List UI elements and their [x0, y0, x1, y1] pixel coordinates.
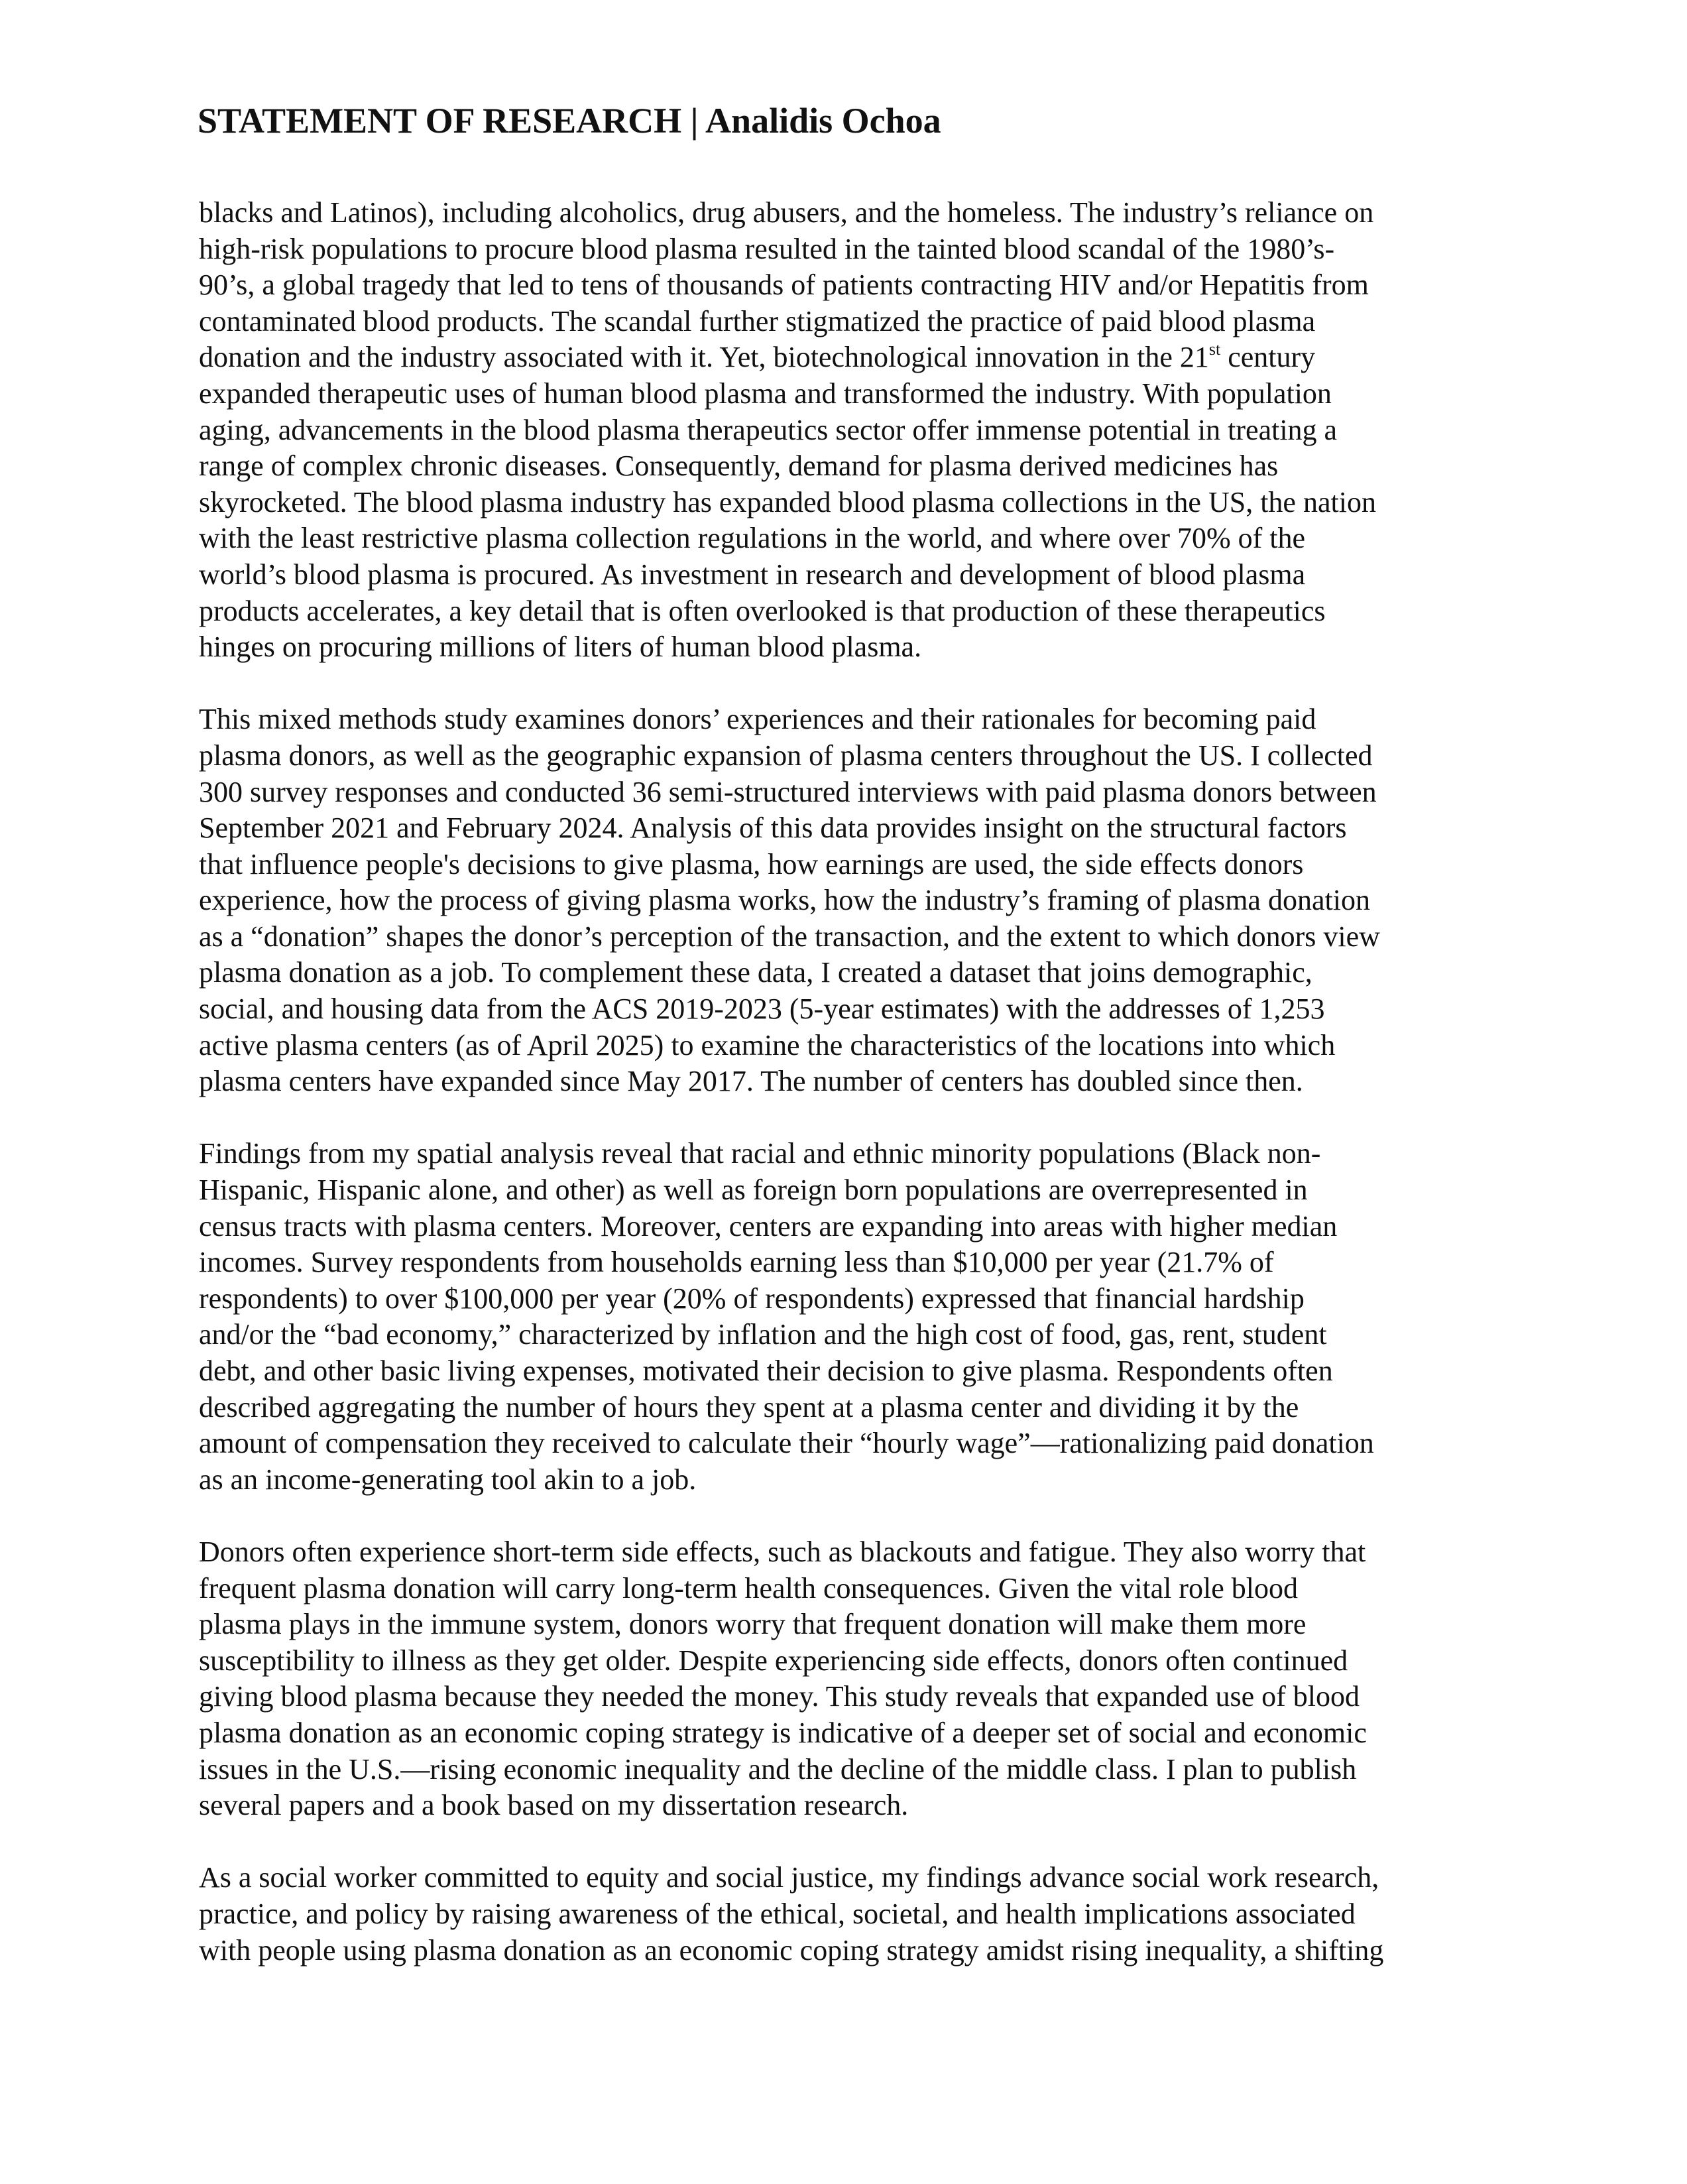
- paragraph: [199, 1860, 1491, 1969]
- text-line: range of complex chronic diseases. Consequently, demand for plasma derived medicines has: [199, 450, 1279, 483]
- text-line: world’s blood plasma is procured. As investment in research and development of blood plasma: [199, 558, 1306, 591]
- text-line: high-risk populations to procure blood plasma resulted in the tainted blood scandal of the 1980’s-: [199, 232, 1335, 265]
- page-header: STATEMENT OF RESEARCH | Analidis Ochoa: [198, 101, 941, 141]
- text-line: As a social worker committed to equity and social justice, my findings advance social work research,: [199, 1861, 1379, 1894]
- text-line: plasma donors, as well as the geographic expansion of plasma centers throughout the US. I collected: [199, 739, 1373, 772]
- text-line: This mixed methods study examines donors’ experiences and their rationales for becoming paid: [199, 703, 1316, 736]
- text-line: active plasma centers (as of April 2025) to examine the characteristics of the locations into which: [199, 1028, 1336, 1062]
- text-line: amount of compensation they received to calculate their “hourly wage”—rationalizing paid donation: [199, 1427, 1374, 1460]
- text-line: hinges on procuring millions of liters of human blood plasma.: [199, 631, 922, 664]
- ordinal-superscript: st: [1208, 339, 1221, 359]
- text-line: [199, 339, 1491, 376]
- text-line: blacks and Latinos), including alcoholics, drug abusers, and the homeless. The industry’s reliance on: [199, 196, 1374, 229]
- text-line: aging, advancements in the blood plasma therapeutics sector offer immense potential in treating a: [199, 413, 1338, 446]
- text-line: practice, and policy by raising awareness of the ethical, societal, and health implications associated: [199, 1897, 1356, 1930]
- text-line: September 2021 and February 2024. Analysis of this data provides insight on the structural factors: [199, 812, 1347, 845]
- text-line: expanded therapeutic uses of human blood plasma and transformed the industry. With population: [199, 377, 1332, 410]
- text-line: as an income-generating tool akin to a job.: [199, 1463, 697, 1496]
- text-line: experience, how the process of giving plasma works, how the industry’s framing of plasma donation: [199, 884, 1370, 917]
- text-line: that influence people's decisions to give plasma, how earnings are used, the side effects donors: [199, 847, 1304, 880]
- text-line: skyrocketed. The blood plasma industry has expanded blood plasma collections in the US, the nation: [199, 485, 1376, 518]
- text-segment: century: [1220, 341, 1316, 374]
- text-segment: donation and the industry associated with it. Yet, biotechnological innovation in the 21: [199, 341, 1209, 374]
- text-line: plasma donation as a job. To complement these data, I created a dataset that joins demographic,: [199, 956, 1312, 989]
- paragraph: [199, 1136, 1491, 1498]
- text-line: frequent plasma donation will carry long-term health consequences. Given the vital role blood: [199, 1571, 1299, 1605]
- text-line: social, and housing data from the ACS 2019-2023 (5-year estimates) with the addresses of 1,253: [199, 993, 1325, 1026]
- text-line: plasma donation as an economic coping strategy is indicative of a deeper set of social and economic: [199, 1716, 1367, 1749]
- text-line: Findings from my spatial analysis reveal that racial and ethnic minority populations (Black non-: [199, 1137, 1321, 1170]
- text-line: respondents) to over $100,000 per year (20% of respondents) expressed that financial hardship: [199, 1282, 1305, 1315]
- text-line: with the least restrictive plasma collection regulations in the world, and where over 70% of the: [199, 522, 1306, 555]
- text-line: giving blood plasma because they needed the money. This study reveals that expanded use of blood: [199, 1680, 1360, 1713]
- text-line: as a “donation” shapes the donor’s perception of the transaction, and the extent to which donors view: [199, 920, 1380, 953]
- paragraph: [199, 195, 1491, 666]
- text-line: products accelerates, a key detail that is often overlooked is that production of these therapeutics: [199, 594, 1326, 627]
- text-line: 90’s, a global tragedy that led to tens of thousands of patients contracting HIV and/or Hepatitis from: [199, 269, 1369, 302]
- paragraph: [199, 701, 1491, 1100]
- text-line: census tracts with plasma centers. Moreover, centers are expanding into areas with higher median: [199, 1209, 1338, 1243]
- text-line: 300 survey responses and conducted 36 semi-structured interviews with paid plasma donors between: [199, 775, 1377, 808]
- text-line: Hispanic, Hispanic alone, and other) as well as foreign born populations are overrepresented in: [199, 1174, 1308, 1207]
- body-text: [199, 195, 1491, 2005]
- text-line: susceptibility to illness as they get older. Despite experiencing side effects, donors often continued: [199, 1644, 1348, 1677]
- text-line: incomes. Survey respondents from households earning less than $10,000 per year (21.7% of: [199, 1246, 1274, 1279]
- text-line: contaminated blood products. The scandal further stigmatized the practice of paid blood plasma: [199, 304, 1316, 337]
- text-line: several papers and a book based on my dissertation research.: [199, 1789, 909, 1822]
- text-line: with people using plasma donation as an economic coping strategy amidst rising inequality, a shifting: [199, 1933, 1384, 1967]
- text-line: plasma plays in the immune system, donors worry that frequent donation will make them more: [199, 1608, 1307, 1641]
- text-line: debt, and other basic living expenses, motivated their decision to give plasma. Respondents often: [199, 1355, 1333, 1387]
- paragraph: [199, 1534, 1491, 1824]
- text-line: Donors often experience short-term side effects, such as blackouts and fatigue. They also worry that: [199, 1535, 1366, 1568]
- text-line: issues in the U.S.—rising economic inequality and the decline of the middle class. I plan to publish: [199, 1752, 1357, 1786]
- text-line: described aggregating the number of hours they spent at a plasma center and dividing it by the: [199, 1390, 1299, 1424]
- text-line: plasma centers have expanded since May 2017. The number of centers has doubled since then.: [199, 1065, 1303, 1098]
- text-line: and/or the “bad economy,” characterized by inflation and the high cost of food, gas, rent, student: [199, 1318, 1327, 1351]
